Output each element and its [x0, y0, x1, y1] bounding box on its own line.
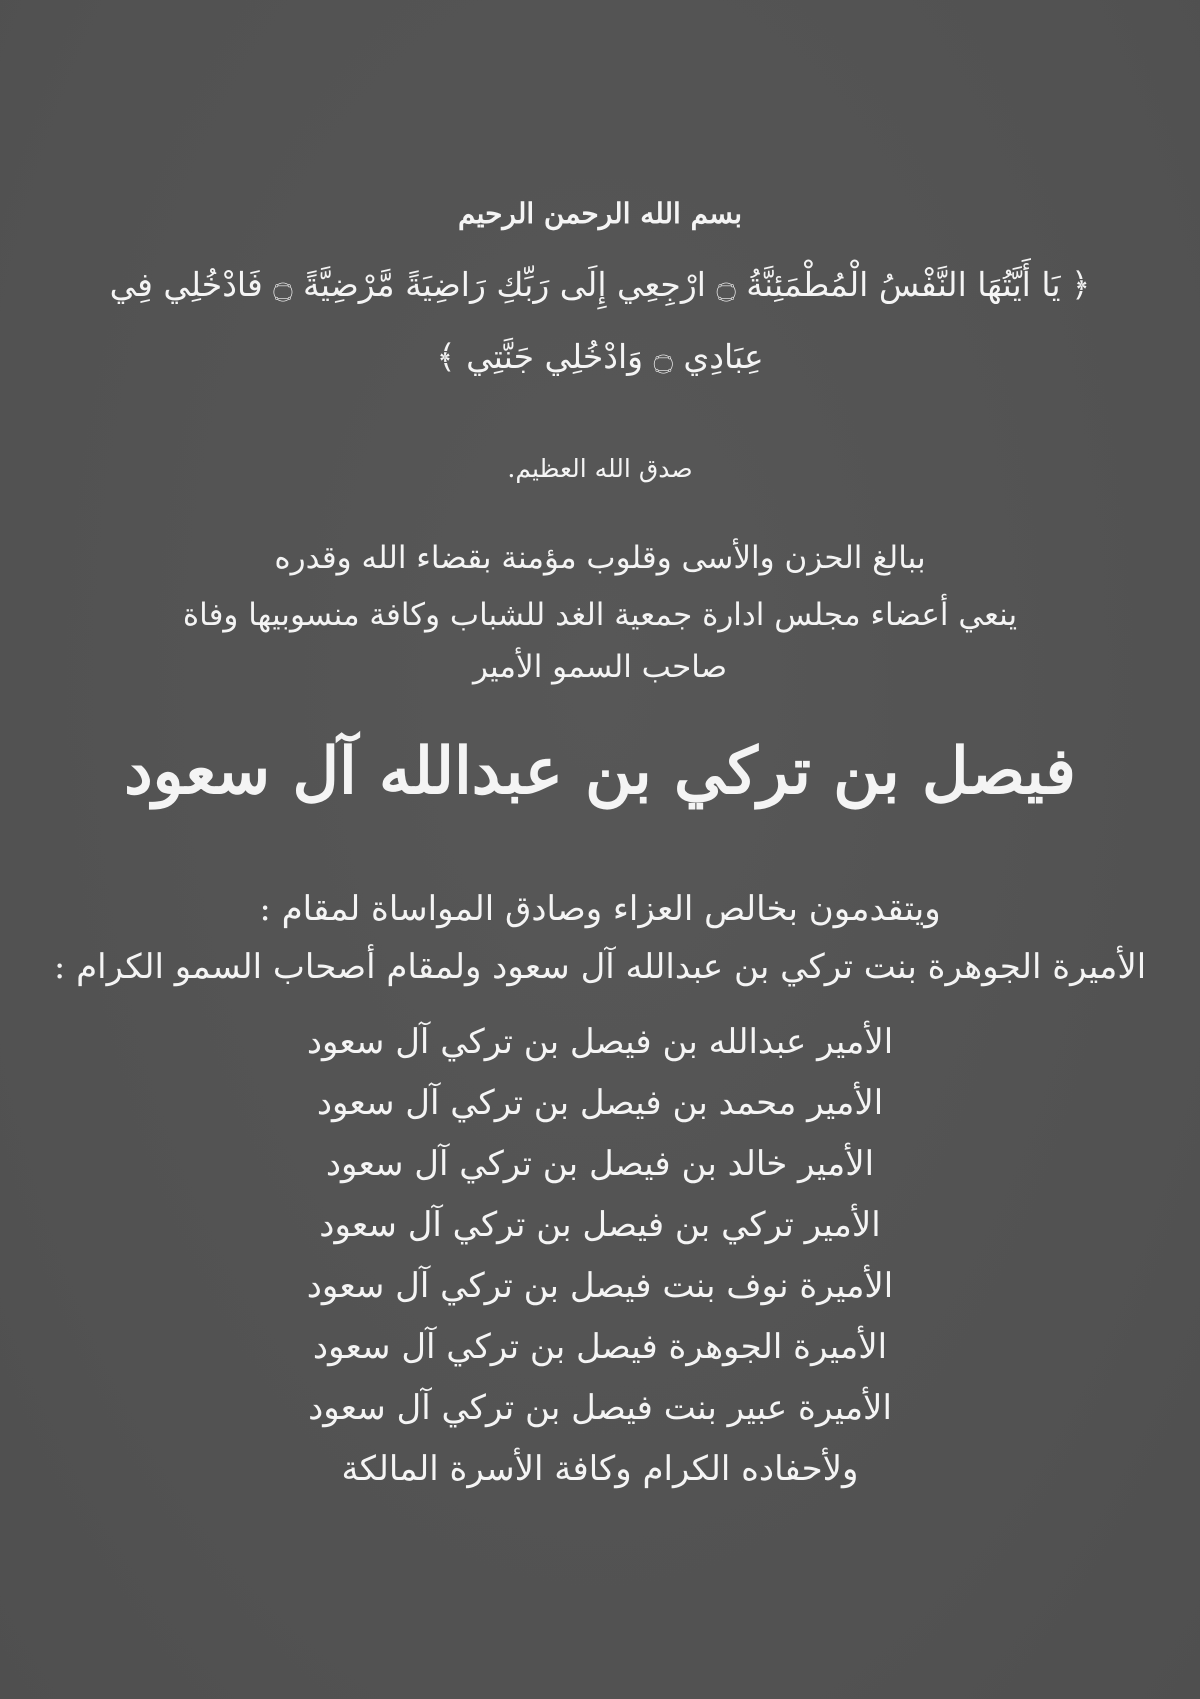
- family-member: الأميرة نوف بنت فيصل بن تركي آل سعود: [306, 1266, 894, 1306]
- condolence-subheading: الأميرة الجوهرة بنت تركي بن عبدالله آل سعود ولمقام أصحاب السمو الكرام :: [53, 947, 1147, 987]
- quran-verse-line-1: ﴿ يَا أَيَّتُهَا النَّفْسُ الْمُطْمَئِنَّةُ ۝ ارْجِعِي إِلَى رَبِّكِ رَاضِيَةً مَّرْضِيَّةً ۝ فَادْخُلِي فِي: [109, 265, 1091, 304]
- family-member: الأميرة الجوهرة فيصل بن تركي آل سعود: [312, 1327, 888, 1367]
- family-member: الأميرة عبير بنت فيصل بن تركي آل سعود: [308, 1388, 892, 1428]
- quran-verse-line-2: عِبَادِي ۝ وَادْخُلِي جَنَّتِي ﴾: [436, 337, 764, 376]
- family-member: الأمير محمد بن فيصل بن تركي آل سعود: [316, 1083, 884, 1123]
- family-list: [0, 1012, 1200, 1500]
- intro-line-3: صاحب السمو الأمير: [472, 649, 728, 685]
- family-closing: ولأحفاده الكرام وكافة الأسرة المالكة: [341, 1449, 859, 1489]
- basmala: بسم الله الرحمن الرحيم: [458, 197, 742, 230]
- intro-line-1: ببالغ الحزن والأسى وقلوب مؤمنة بقضاء الله وقدره: [274, 540, 926, 576]
- family-member: الأمير خالد بن فيصل بن تركي آل سعود: [325, 1144, 875, 1184]
- intro-line-2: ينعي أعضاء مجلس ادارة جمعية الغد للشباب وكافة منسوبيها وفاة: [182, 597, 1018, 633]
- deceased-name: فيصل بن تركي بن عبدالله آل سعود: [124, 734, 1076, 809]
- family-member: الأمير عبدالله بن فيصل بن تركي آل سعود: [306, 1022, 894, 1062]
- sadaq-allah: صدق الله العظيم.: [507, 454, 693, 483]
- condolence-heading: ويتقدمون بخالص العزاء وصادق المواساة لمقام :: [259, 889, 941, 929]
- family-member: الأمير تركي بن فيصل بن تركي آل سعود: [319, 1205, 881, 1245]
